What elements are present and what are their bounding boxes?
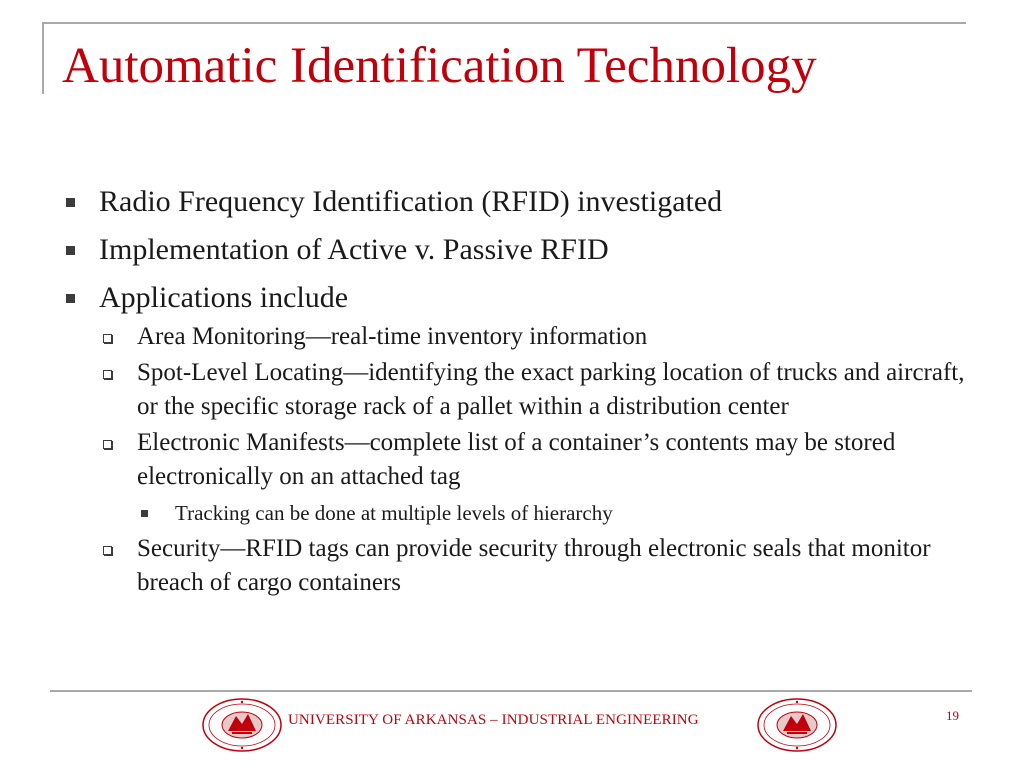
sub-sub-bullet-item	[137, 496, 967, 530]
title-frame-left-rule	[42, 22, 44, 94]
bullet-item	[62, 278, 967, 318]
sub-bullet-text: Spot-Level Locating—identifying the exact parking location of trucks and aircraft, or the specific storage rack of a pallet within a distribution center	[137, 359, 965, 420]
slide-title: Automatic Identification Technology	[62, 38, 817, 94]
footer-institution-text: UNIVERSITY OF ARKANSAS – INDUSTRIAL ENGINEERING	[288, 712, 699, 728]
square-bullet-icon	[66, 198, 75, 207]
sub-bullet-text: Area Monitoring—real-time inventory information	[137, 323, 648, 350]
sub-bullet-item	[99, 426, 967, 494]
square-bullet-icon	[141, 510, 148, 517]
title-frame-top-rule	[42, 22, 966, 24]
hollow-square-bullet-icon	[103, 334, 112, 343]
bullet-text: Implementation of Active v. Passive RFID	[99, 233, 609, 266]
sub-bullet-item	[99, 532, 967, 600]
bullet-text: Applications include	[99, 281, 349, 314]
page-number: 19	[946, 708, 959, 723]
bullet-text: Radio Frequency Identification (RFID) investigated	[99, 185, 723, 218]
university-seal-icon	[756, 697, 838, 753]
square-bullet-icon	[66, 294, 75, 303]
footer-rule	[50, 690, 972, 692]
sub-sub-bullet-text: Tracking can be done at multiple levels of hierarchy	[175, 501, 613, 525]
sub-bullet-text: Electronic Manifests—complete list of a container’s contents may be stored electronically on an attached tag	[137, 429, 896, 490]
hollow-square-bullet-icon	[103, 440, 112, 449]
sub-bullet-item	[99, 356, 967, 424]
hollow-square-bullet-icon	[103, 370, 112, 379]
sub-bullet-item	[99, 320, 967, 354]
sub-bullet-text: Security—RFID tags can provide security through electronic seals that monitor breach of cargo containers	[137, 535, 931, 596]
bullet-item	[62, 230, 967, 270]
square-bullet-icon	[66, 246, 75, 255]
hollow-square-bullet-icon	[103, 546, 112, 555]
bullet-item	[62, 182, 967, 222]
bullet-list	[62, 182, 967, 602]
university-seal-icon	[201, 697, 283, 753]
